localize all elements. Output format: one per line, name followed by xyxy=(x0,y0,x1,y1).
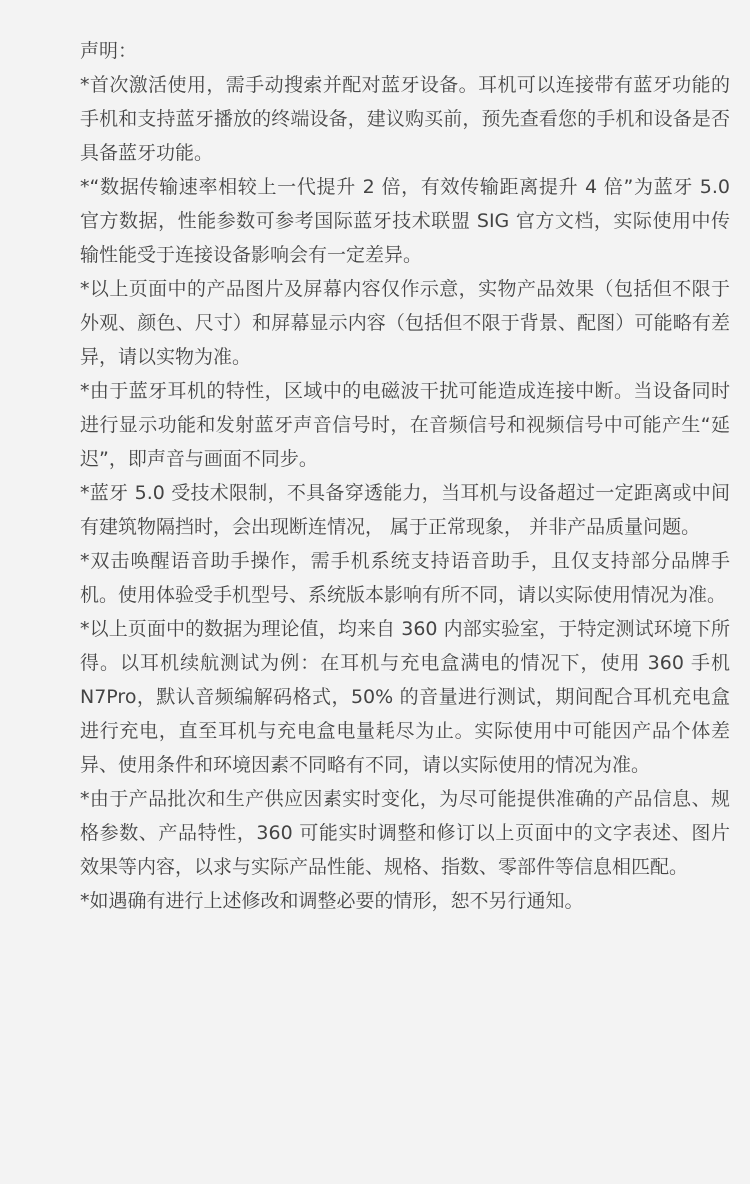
disclaimer-item: *蓝牙 5.0 受技术限制，不具备穿透能力，当耳机与设备超过一定距离或中间有建筑物隔挡时，会出现断连情况， 属于正常现象， 并非产品质量问题。 xyxy=(80,482,730,538)
disclaimer-item: *以上页面中的产品图片及屏幕内容仅作示意，实物产品效果（包括但不限于外观、颜色、尺寸）和屏幕显示内容（包括但不限于背景、配图）可能略有差异，请以实物为准。 xyxy=(80,278,730,368)
disclaimer-item: *“数据传输速率相较上一代提升 2 倍，有效传输距离提升 4 倍”为蓝牙 5.0 官方数据，性能参数可参考国际蓝牙技术联盟 SIG 官方文档，实际使用中传输性能受于连接设备影响会有一定差异。 xyxy=(80,176,730,266)
disclaimer-item: *首次激活使用，需手动搜索并配对蓝牙设备。耳机可以连接带有蓝牙功能的手机和支持蓝牙播放的终端设备，建议购买前，预先查看您的手机和设备是否具备蓝牙功能。 xyxy=(80,74,730,164)
disclaimer-item: *双击唤醒语音助手操作，需手机系统支持语音助手，且仅支持部分品牌手机。使用体验受手机型号、系统版本影响有所不同，请以实际使用情况为准。 xyxy=(80,550,730,606)
disclaimer-item: *由于产品批次和生产供应因素实时变化，为尽可能提供准确的产品信息、规格参数、产品特性，360 可能实时调整和修订以上页面中的文字表述、图片效果等内容，以求与实际产品性能、规格、指数、零部件等信息相匹配。 xyxy=(80,788,730,878)
disclaimer-title: 声明： xyxy=(80,40,138,62)
disclaimer-item: *如遇确有进行上述修改和调整必要的情形，恕不另行通知。 xyxy=(80,890,584,912)
disclaimer-item: *以上页面中的数据为理论值，均来自 360 内部实验室，于特定测试环境下所得。以耳机续航测试为例：在耳机与充电盒满电的情况下，使用 360 手机 N7Pro，默认音频编解码格式，50% 的音量进行测试，期间配合耳机充电盒进行充电，直至耳机与充电盒电量耗尽为止。实际使用中可能因产品个体差异、使用条件和环境因素不同略有不同，请以实际使用的情况为准。 xyxy=(80,618,730,776)
disclaimer-item: *由于蓝牙耳机的特性，区域中的电磁波干扰可能造成连接中断。当设备同时进行显示功能和发射蓝牙声音信号时，在音频信号和视频信号中可能产生“延迟”，即声音与画面不同步。 xyxy=(80,380,730,470)
